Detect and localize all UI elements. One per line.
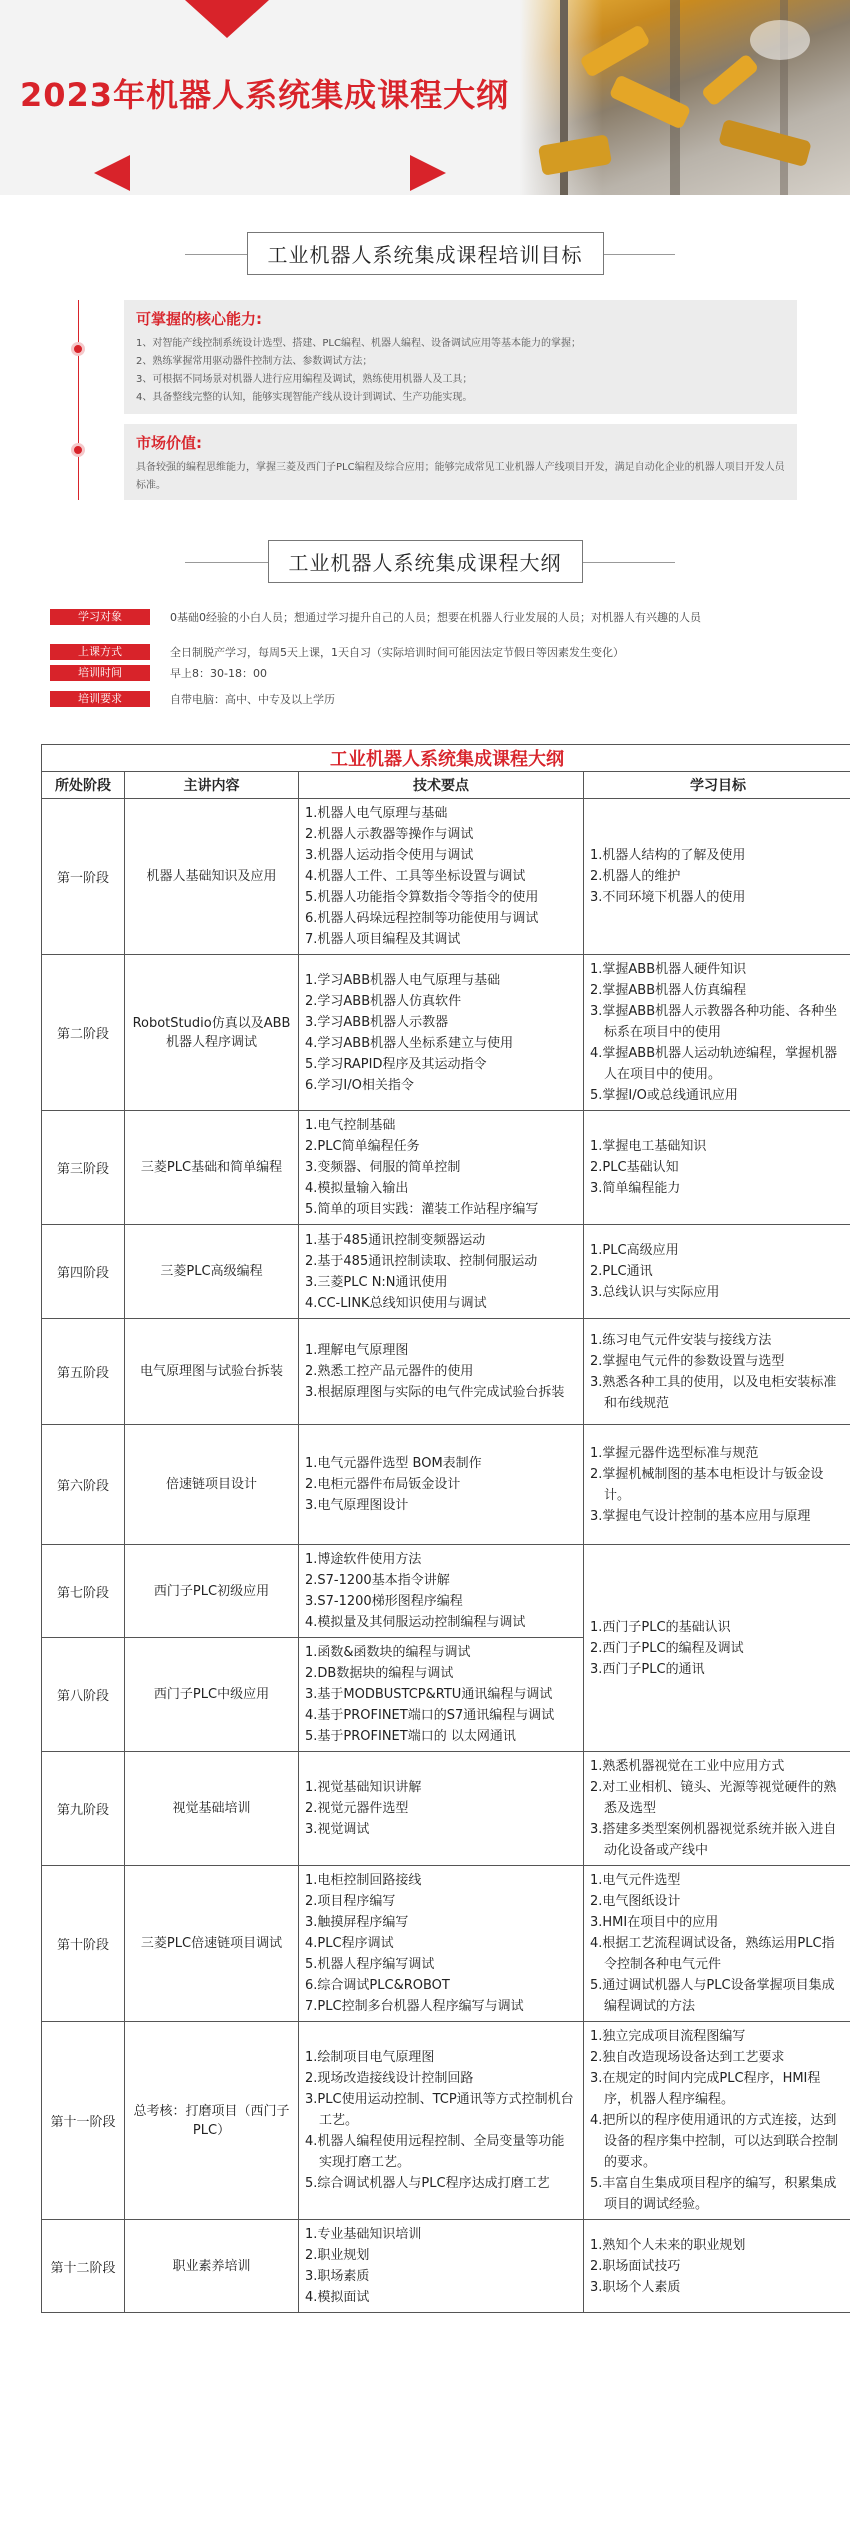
content-cell: 三菱PLC高级编程 — [125, 1225, 299, 1319]
tech-point-item: 4.模拟量及其伺服运动控制编程与调试 — [305, 1615, 526, 1630]
tech-point-item: 3.三菱PLC N:N通讯使用 — [305, 1274, 448, 1290]
content-cell: 机器人基础知识及应用 — [125, 799, 299, 955]
decorative-triangle-right — [410, 155, 446, 191]
core-abilities-heading: 可掌握的核心能力: — [136, 310, 262, 328]
tech-point-item: 1.博途软件使用方法 — [305, 1552, 422, 1567]
learning-goal-item: 2.掌握电气元件的参数设置与选型 — [590, 1353, 785, 1369]
decorative-triangle-top — [185, 0, 269, 38]
tech-point-item: 1.视觉基础知识讲解 — [305, 1780, 422, 1795]
learning-goal-item: 2.西门子PLC的编程及调试 — [590, 1640, 744, 1656]
learning-goal-item: 1.独立完成项目流程图编写 — [590, 2029, 746, 2044]
info-value: 全日制脱产学习，每周5天上课，1天自习（实际培训时间可能因法定节假日等因素发生变化） — [170, 646, 624, 659]
stage-cell: 第七阶段 — [42, 1545, 125, 1638]
learning-goal-item: 4.根据工艺流程调试设备，熟练运用PLC指令控制各种电气元件 — [590, 1936, 835, 1972]
learning-goal-item: 1.掌握元器件选型标准与规范 — [590, 1445, 759, 1461]
section-title-text: 工业机器人系统集成课程大纲 — [268, 540, 583, 583]
tech-point-item: 3.变频器、伺服的简单控制 — [305, 1160, 461, 1175]
tech-point-item: 1.绘制项目电气原理图 — [305, 2050, 435, 2065]
tech-point-item: 4.PLC程序调试 — [305, 1936, 394, 1951]
tech-point-item: 4.基于PROFINET端口的S7通讯编程与调试 — [305, 1708, 555, 1723]
table-row — [42, 955, 850, 1111]
table-row — [42, 799, 850, 955]
stage-cell: 第八阶段 — [42, 1638, 125, 1752]
info-value: 早上8：30-18：00 — [170, 667, 267, 680]
learning-goal-item: 1.熟知个人未来的职业规划 — [590, 2237, 746, 2253]
tech-point-item: 2.DB数据块的编程与调试 — [305, 1666, 454, 1681]
content-cell: 倍速链项目设计 — [125, 1425, 299, 1545]
learning-goal-item: 3.不同环境下机器人的使用 — [590, 890, 746, 905]
learning-goals-cell — [584, 2220, 850, 2313]
tech-point-item: 5.学习RAPID程序及其运动指令 — [305, 1056, 487, 1072]
content-cell: 职业素养培训 — [125, 2220, 299, 2313]
content-cell: RobotStudio仿真以及ABB机器人程序调试 — [125, 955, 299, 1111]
tech-point-item: 3.学习ABB机器人示教器 — [305, 1014, 449, 1030]
section-title-text: 工业机器人系统集成课程培训目标 — [247, 232, 604, 275]
table-row — [42, 1111, 850, 1225]
content-cell: 西门子PLC中级应用 — [125, 1638, 299, 1752]
tech-points-cell — [299, 955, 584, 1111]
page-title: 2023年机器人系统集成课程大纲 — [20, 76, 510, 114]
table-header-row — [42, 772, 850, 799]
tech-points-cell — [299, 1111, 584, 1225]
tech-point-item: 2.电柜元器件布局钣金设计 — [305, 1477, 461, 1492]
content-cell: 西门子PLC初级应用 — [125, 1545, 299, 1638]
table-row — [42, 2220, 850, 2313]
learning-goal-item: 1.西门子PLC的基础认识 — [590, 1619, 731, 1635]
learning-goal-item: 4.掌握ABB机器人运动轨迹编程，掌握机器人在项目中的使用。 — [590, 1046, 838, 1082]
decorative-triangle-left — [94, 155, 130, 191]
learning-goal-item: 3.HMI在项目中的应用 — [590, 1915, 719, 1930]
learning-goal-item: 2.PLC基础认知 — [590, 1160, 679, 1175]
learning-goals-cell — [584, 1752, 850, 1866]
core-abilities-box — [124, 300, 797, 414]
tech-point-item: 3.触摸屏程序编写 — [305, 1915, 409, 1930]
info-row-audience — [50, 608, 810, 626]
tech-point-item: 5.简单的项目实践：灌装工作站程序编写 — [305, 1202, 539, 1217]
tech-point-item: 2.学习ABB机器人仿真软件 — [305, 993, 462, 1009]
stage-cell: 第十一阶段 — [42, 2022, 125, 2220]
tech-point-item: 3.S7-1200梯形图程序编程 — [305, 1594, 463, 1609]
info-tag: 学习对象 — [50, 609, 150, 625]
learning-goals-cell — [584, 1225, 850, 1319]
table-caption: 工业机器人系统集成课程大纲 — [42, 745, 850, 772]
tech-point-item: 3.根据原理图与实际的电气件完成试验台拆装 — [305, 1385, 565, 1400]
tech-point-item: 7.PLC控制多台机器人程序编写与调试 — [305, 1999, 524, 2014]
learning-goal-item: 1.机器人结构的了解及使用 — [590, 848, 746, 863]
course-outline-table — [41, 744, 850, 2313]
stage-cell: 第六阶段 — [42, 1425, 125, 1545]
tech-point-item: 1.机器人电气原理与基础 — [305, 806, 448, 821]
column-header: 主讲内容 — [125, 772, 299, 799]
learning-goal-item: 2.掌握ABB机器人仿真编程 — [590, 983, 747, 998]
stage-cell: 第二阶段 — [42, 955, 125, 1111]
learning-goals-cell — [584, 955, 850, 1111]
tech-point-item: 3.电气原理图设计 — [305, 1498, 409, 1513]
timeline-line — [78, 300, 79, 500]
timeline-dot — [71, 342, 85, 356]
tech-point-item: 3.机器人运动指令使用与调试 — [305, 848, 474, 863]
info-row-class-mode — [50, 643, 810, 661]
column-header: 技术要点 — [299, 772, 584, 799]
tech-points-cell — [299, 1866, 584, 2022]
learning-goal-item: 3.掌握电气设计控制的基本应用与原理 — [590, 1508, 811, 1524]
tech-point-item: 2.基于485通讯控制读取、控制伺服运动 — [305, 1253, 538, 1269]
stage-cell: 第五阶段 — [42, 1319, 125, 1425]
tech-point-item: 2.机器人示教器等操作与调试 — [305, 827, 474, 842]
tech-point-item: 4.机器人编程使用远程控制、全局变量等功能实现打磨工艺。 — [305, 2134, 565, 2170]
tech-point-item: 5.基于PROFINET端口的 以太网通讯 — [305, 1729, 516, 1744]
stage-cell: 第十二阶段 — [42, 2220, 125, 2313]
learning-goal-item: 2.PLC通讯 — [590, 1264, 653, 1279]
tech-points-cell — [299, 1425, 584, 1545]
learning-goal-item: 1.熟悉机器视觉在工业中应用方式 — [590, 1759, 785, 1774]
learning-goal-item: 3.在规定的时间内完成PLC程序，HMI程序，机器人程序编程。 — [590, 2071, 821, 2107]
tech-point-item: 5.机器人功能指令算数指令等指令的使用 — [305, 890, 539, 905]
tech-point-item: 1.专业基础知识培训 — [305, 2227, 422, 2242]
tech-point-item: 1.基于485通讯控制变频器运动 — [305, 1232, 486, 1248]
column-header: 学习目标 — [584, 772, 850, 799]
tech-point-item: 5.机器人程序编写调试 — [305, 1957, 435, 1972]
info-tag: 培训要求 — [50, 691, 150, 707]
learning-goal-item: 5.掌握I/O或总线通讯应用 — [590, 1088, 738, 1103]
info-row-time — [50, 664, 810, 682]
learning-goal-item: 1.PLC高级应用 — [590, 1243, 679, 1258]
table-row — [42, 1225, 850, 1319]
learning-goal-item: 2.掌握机械制图的基本电柜设计与钣金设计。 — [590, 1466, 824, 1503]
tech-point-item: 6.机器人码垛远程控制等功能使用与调试 — [305, 911, 539, 926]
info-tag: 上课方式 — [50, 644, 150, 660]
learning-goal-item: 3.职场个人素质 — [590, 2279, 681, 2295]
table-row — [42, 1545, 850, 1638]
tech-point-item: 1.电柜控制回路接线 — [305, 1873, 422, 1888]
tech-point-item: 3.基于MODBUSTCP&RTU通讯编程与调试 — [305, 1687, 553, 1702]
learning-goal-item: 3.熟悉各种工具的使用，以及电柜安装标准和布线规范 — [590, 1374, 837, 1411]
tech-point-item: 2.现场改造接线设计控制回路 — [305, 2071, 474, 2086]
tech-points-cell — [299, 1638, 584, 1752]
market-value-heading: 市场价值: — [136, 434, 202, 452]
info-tag: 培训时间 — [50, 665, 150, 681]
tech-point-item: 1.电气元器件选型 BOM表制作 — [305, 1456, 482, 1471]
learning-goal-item: 2.机器人的维护 — [590, 869, 681, 884]
table-row — [42, 1319, 850, 1425]
tech-points-cell — [299, 1225, 584, 1319]
learning-goal-item: 2.对工业相机、镜头、光源等视觉硬件的熟悉及选型 — [590, 1780, 837, 1816]
market-value-box — [124, 424, 797, 500]
learning-goal-item: 1.练习电气元件安装与接线方法 — [590, 1332, 772, 1348]
learning-goals-cell — [584, 2022, 850, 2220]
learning-goals-cell — [584, 1111, 850, 1225]
tech-points-cell — [299, 799, 584, 955]
learning-goal-item: 2.独自改造现场设备达到工艺要求 — [590, 2050, 785, 2065]
tech-point-item: 3.视觉调试 — [305, 1822, 370, 1837]
learning-goal-item: 5.丰富自生集成项目程序的编写，积累集成项目的调试经验。 — [590, 2176, 837, 2212]
content-cell: 三菱PLC倍速链项目调试 — [125, 1866, 299, 2022]
learning-goals-cell — [584, 1866, 850, 2022]
table-row — [42, 2022, 850, 2220]
tech-point-item: 5.综合调试机器人与PLC程序达成打磨工艺 — [305, 2176, 550, 2191]
learning-goal-item: 2.电气图纸设计 — [590, 1894, 681, 1909]
tech-point-item: 3.PLC使用运动控制、TCP通讯等方式控制机台工艺。 — [305, 2092, 574, 2128]
learning-goal-item: 3.总线认识与实际应用 — [590, 1285, 720, 1300]
core-ability-line: 3、可根据不同场景对机器人进行应用编程及调试，熟练使用机器人及工具； — [136, 374, 473, 385]
section-title-course-outline — [0, 540, 850, 583]
tech-point-item: 3.职场素质 — [305, 2269, 370, 2284]
header-banner — [0, 0, 850, 195]
learning-goal-item: 2.职场面试技巧 — [590, 2258, 681, 2274]
stage-cell: 第四阶段 — [42, 1225, 125, 1319]
learning-goal-item: 5.通过调试机器人与PLC设备掌握项目集成编程调试的方法 — [590, 1978, 835, 2014]
tech-point-item: 2.S7-1200基本指令讲解 — [305, 1573, 450, 1588]
tech-point-item: 2.视觉元器件选型 — [305, 1801, 409, 1816]
learning-goal-item: 3.西门子PLC的通讯 — [590, 1661, 705, 1677]
table-row — [42, 1752, 850, 1866]
stage-cell: 第一阶段 — [42, 799, 125, 955]
learning-goal-item: 1.电气元件选型 — [590, 1873, 681, 1888]
info-value: 0基础0经验的小白人员；想通过学习提升自己的人员；想要在机器人行业发展的人员；对机器人有兴趣的人员 — [170, 611, 701, 624]
stage-cell: 第三阶段 — [42, 1111, 125, 1225]
core-ability-line: 2、熟练掌握常用驱动器件控制方法、参数调试方法； — [136, 356, 373, 367]
tech-point-item: 2.PLC简单编程任务 — [305, 1139, 420, 1154]
stage-cell: 第九阶段 — [42, 1752, 125, 1866]
tech-point-item: 1.学习ABB机器人电气原理与基础 — [305, 972, 501, 988]
timeline-dot — [71, 443, 85, 457]
learning-goal-item: 1.掌握ABB机器人硬件知识 — [590, 962, 747, 977]
tech-point-item: 6.学习I/O相关指令 — [305, 1077, 414, 1093]
content-cell: 三菱PLC基础和简单编程 — [125, 1111, 299, 1225]
tech-point-item: 4.学习ABB机器人坐标系建立与使用 — [305, 1035, 514, 1051]
tech-point-item: 6.综合调试PLC&ROBOT — [305, 1978, 450, 1993]
learning-goals-cell — [584, 799, 850, 955]
section-title-training-goals — [0, 232, 850, 275]
table-row — [42, 1866, 850, 2022]
info-row-requirement — [50, 690, 810, 708]
tech-point-item: 1.函数&函数块的编程与调试 — [305, 1645, 471, 1660]
factory-robot-photo — [520, 0, 850, 195]
tech-point-item: 4.机器人工件、工具等坐标设置与调试 — [305, 869, 526, 884]
tech-points-cell — [299, 1545, 584, 1638]
learning-goals-cell — [584, 1545, 850, 1752]
learning-goals-cell — [584, 1319, 850, 1425]
column-header: 所处阶段 — [42, 772, 125, 799]
tech-point-item: 2.项目程序编写 — [305, 1894, 396, 1909]
learning-goal-item: 3.搭建多类型案例机器视觉系统并嵌入进自动化设备或产线中 — [590, 1822, 837, 1858]
learning-goal-item: 4.把所以的程序使用通讯的方式连接，达到设备的程序集中控制，可以达到联合控制的要求。 — [590, 2113, 839, 2170]
core-ability-line: 4、具备整线完整的认知，能够实现智能产线从设计到调试、生产功能实现。 — [136, 392, 473, 403]
tech-points-cell — [299, 2220, 584, 2313]
content-cell: 视觉基础培训 — [125, 1752, 299, 1866]
tech-point-item: 4.模拟面试 — [305, 2290, 370, 2305]
tech-point-item: 7.机器人项目编程及其调试 — [305, 932, 461, 947]
content-cell: 总考核：打磨项目（西门子PLC） — [125, 2022, 299, 2220]
table-row — [42, 1425, 850, 1545]
tech-point-item: 1.电气控制基础 — [305, 1118, 396, 1133]
content-cell: 电气原理图与试验台拆装 — [125, 1319, 299, 1425]
learning-goal-item: 3.简单编程能力 — [590, 1181, 681, 1196]
core-ability-line: 1、对智能产线控制系统设计选型、搭建、PLC编程、机器人编程、设备调试应用等基本能力的掌握； — [136, 338, 581, 349]
stage-cell: 第十阶段 — [42, 1866, 125, 2022]
tech-points-cell — [299, 1752, 584, 1866]
tech-point-item: 2.职业规划 — [305, 2248, 370, 2263]
tech-point-item: 4.CC-LINK总线知识使用与调试 — [305, 1295, 487, 1311]
tech-point-item: 1.理解电气原理图 — [305, 1343, 409, 1358]
tech-points-cell — [299, 1319, 584, 1425]
tech-point-item: 2.熟悉工控产品元器件的使用 — [305, 1364, 474, 1379]
learning-goal-item: 3.掌握ABB机器人示教器各种功能、各种坐标系在项目中的使用 — [590, 1004, 838, 1040]
tech-points-cell — [299, 2022, 584, 2220]
learning-goal-item: 1.掌握电工基础知识 — [590, 1139, 707, 1154]
learning-goals-cell — [584, 1425, 850, 1545]
market-value-text: 具备较强的编程思维能力，掌握三菱及西门子PLC编程及综合应用；能够完成常见工业机器人产线项目开发，满足自动化企业的机器人项目开发人员标准。 — [136, 462, 785, 491]
tech-point-item: 4.模拟量输入输出 — [305, 1181, 409, 1196]
info-value: 自带电脑：高中、中专及以上学历 — [170, 693, 335, 706]
